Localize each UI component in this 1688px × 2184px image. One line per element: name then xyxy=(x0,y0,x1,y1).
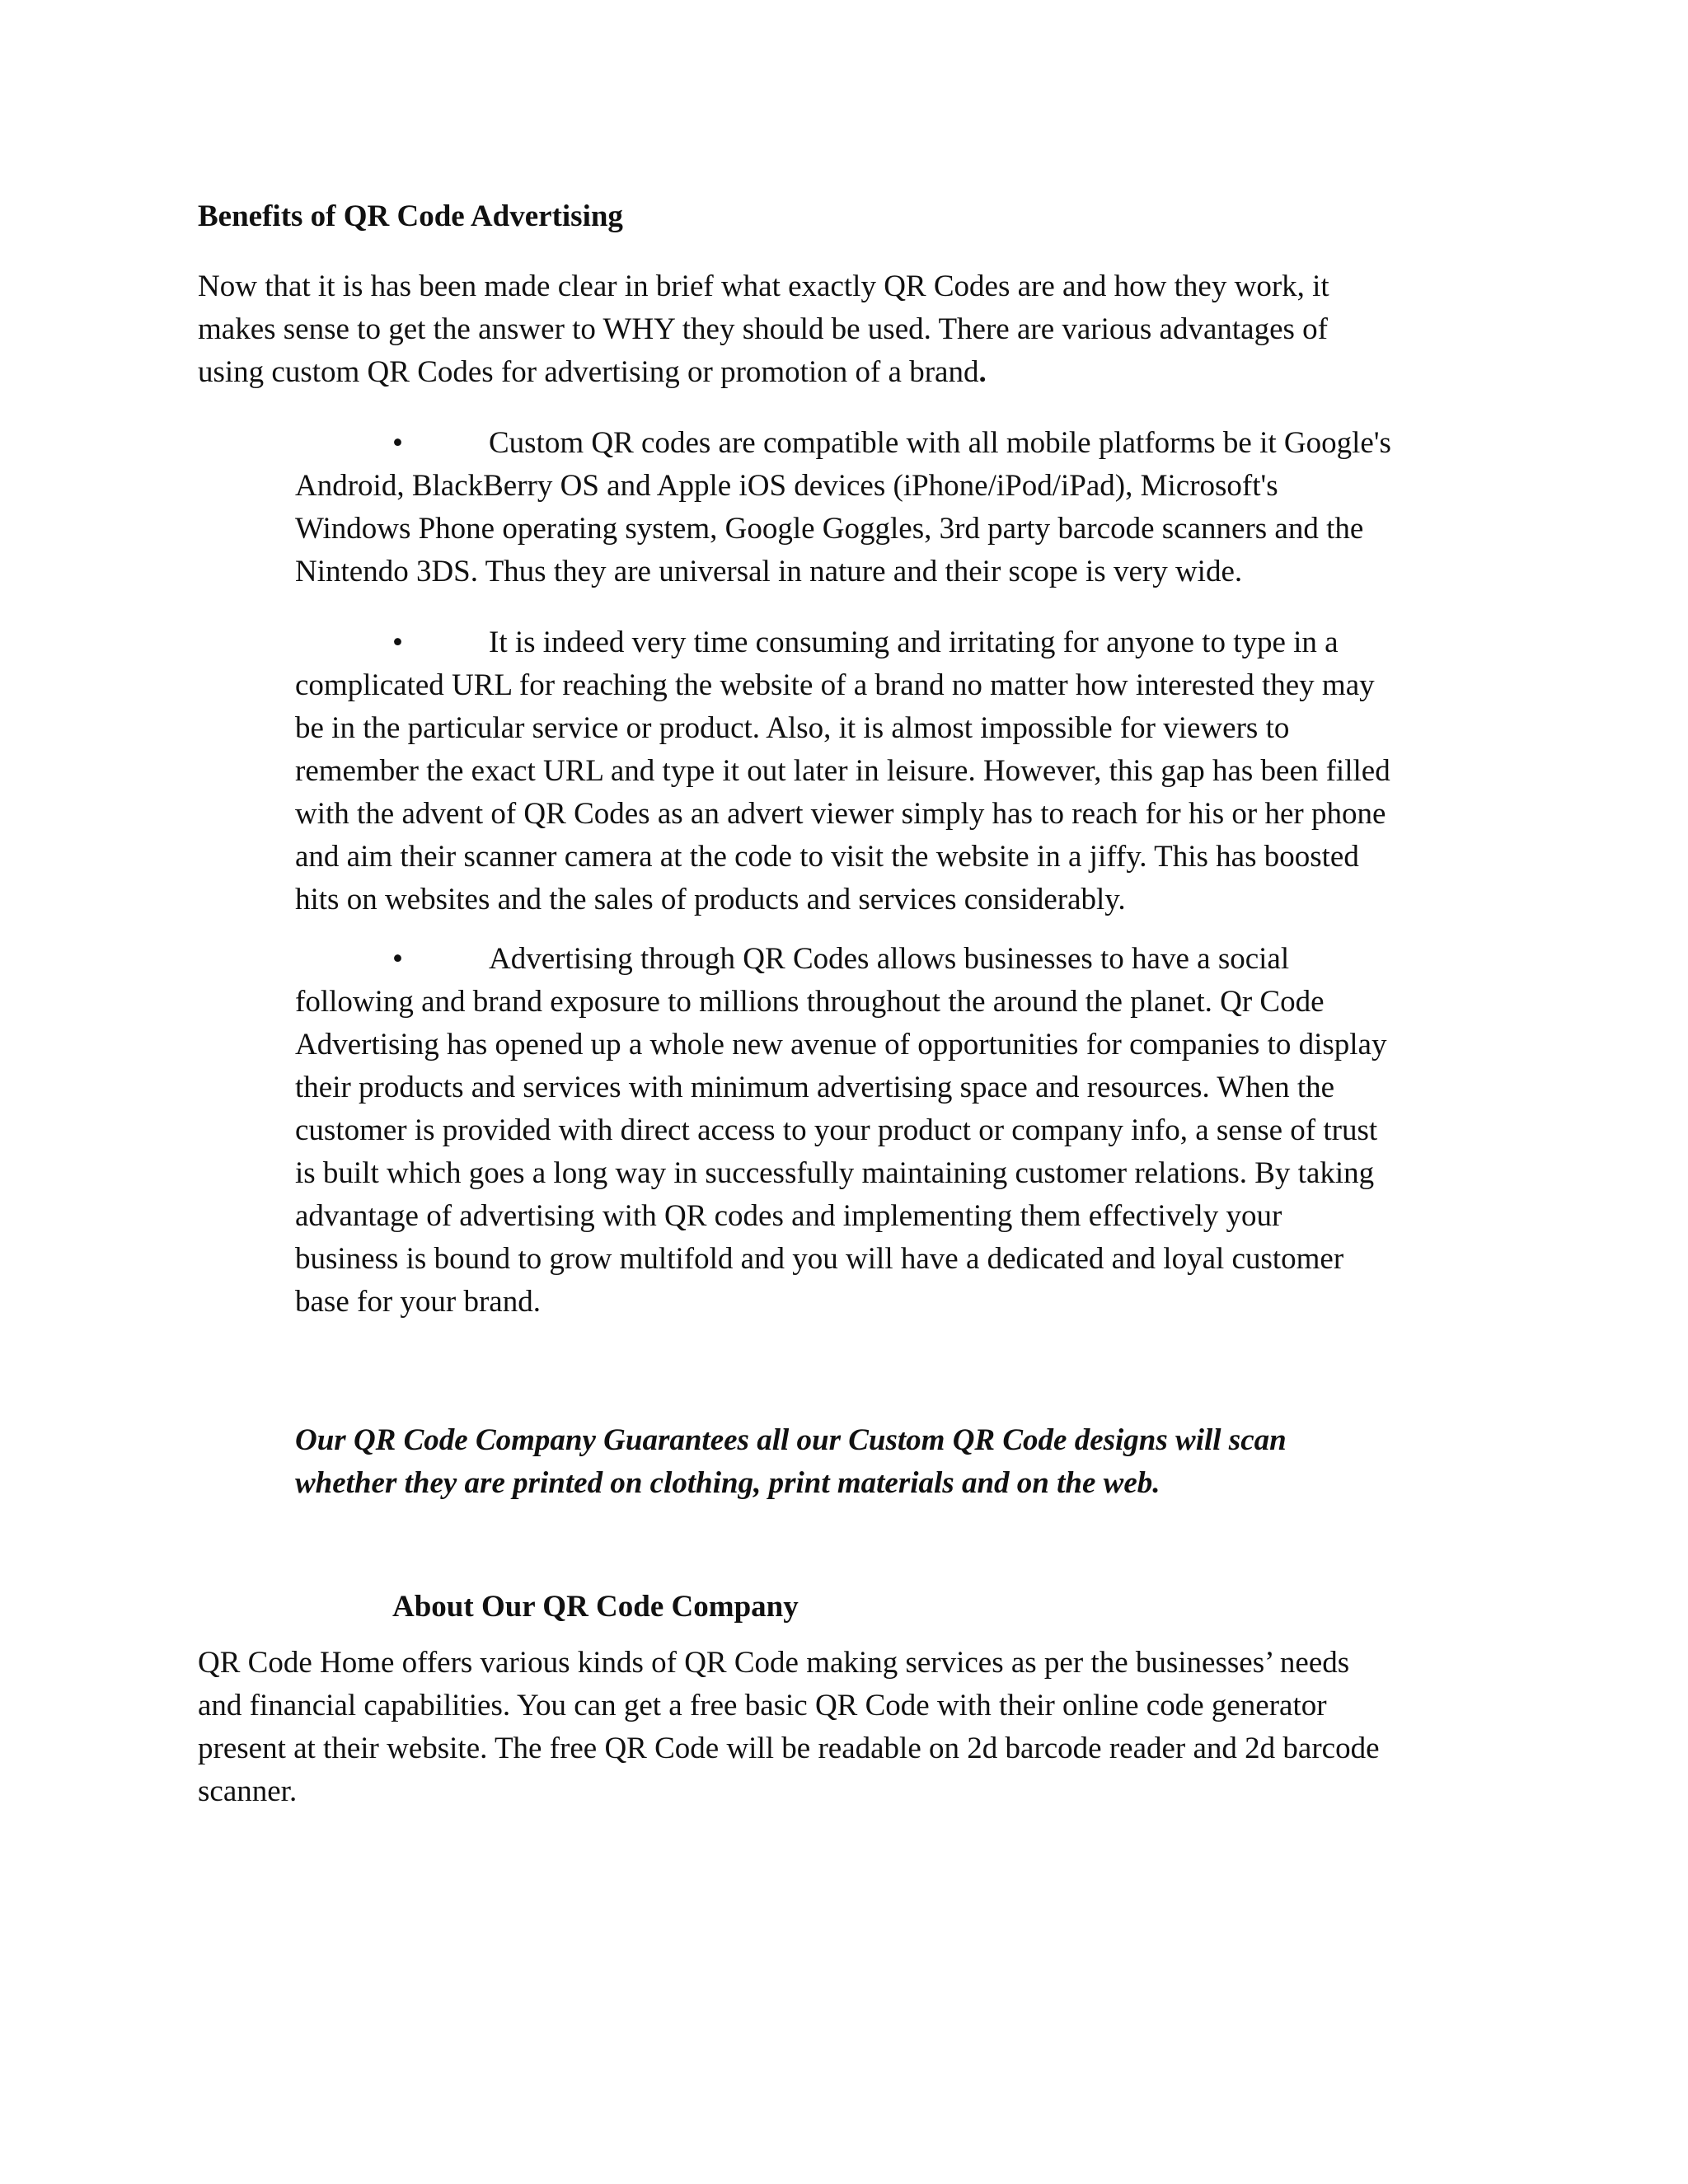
bullet-1-line-2: Android, BlackBerry OS and Apple iOS devices (iPhone/iPod/iPad), Microsoft's xyxy=(295,469,1278,503)
about-line-4: scanner. xyxy=(198,1774,298,1808)
document-title: Benefits of QR Code Advertising xyxy=(198,199,623,233)
bullet-3-line-9: base for your brand. xyxy=(295,1285,541,1319)
bullet-2-line-2: complicated URL for reaching the website of a brand no matter how interested they may xyxy=(295,668,1375,702)
bullet-1-line-3: Windows Phone operating system, Google Goggles, 3rd party barcode scanners and the xyxy=(295,512,1364,546)
intro-line-2: makes sense to get the answer to WHY they should be used. There are various advantages of xyxy=(198,312,1328,346)
bullet-3-line-6: is built which goes a long way in successfully maintaining customer relations. By taking xyxy=(295,1156,1375,1190)
bullet-3-line-7: advantage of advertising with QR codes and implementing them effectively your xyxy=(295,1199,1282,1233)
intro-line-1: Now that it is has been made clear in brief what exactly QR Codes are and how they work, it xyxy=(198,269,1329,303)
bullet-2-line-6: and aim their scanner camera at the code to visit the website in a jiffy. This has boosted xyxy=(295,840,1359,874)
bullet-1-line-4: Nintendo 3DS. Thus they are universal in nature and their scope is very wide. xyxy=(295,555,1243,588)
bullet-3-line-2: following and brand exposure to millions throughout the around the planet. Qr Code xyxy=(295,985,1325,1019)
about-line-3: present at their website. The free QR Code will be readable on 2d barcode reader and 2d barcode xyxy=(198,1732,1380,1765)
bullet-2-line-5: with the advent of QR Codes as an advert viewer simply has to reach for his or her phone xyxy=(295,797,1386,831)
about-heading: About Our QR Code Company xyxy=(392,1590,799,1624)
bullet-3-line-4: their products and services with minimum advertising space and resources. When the xyxy=(295,1071,1335,1104)
bullet-2-line-1: It is indeed very time consuming and irritating for anyone to type in a xyxy=(489,626,1339,659)
bullet-symbol: • xyxy=(392,942,403,976)
bullet-3-line-1: Advertising through QR Codes allows businesses to have a social xyxy=(489,942,1290,976)
bullet-2-line-4: remember the exact URL and type it out later in leisure. However, this gap has been filled xyxy=(295,754,1390,788)
bullet-2-line-3: be in the particular service or product. Also, it is almost impossible for viewers to xyxy=(295,711,1290,745)
about-line-1: QR Code Home offers various kinds of QR Code making services as per the businesses’ needs xyxy=(198,1646,1350,1680)
about-line-2: and financial capabilities. You can get a free basic QR Code with their online code generator xyxy=(198,1689,1327,1722)
bullet-2-line-7: hits on websites and the sales of products and services considerably. xyxy=(295,883,1126,916)
guarantee-line-1: Our QR Code Company Guarantees all our Custom QR Code designs will scan xyxy=(295,1423,1287,1457)
bullet-3-line-8: business is bound to grow multifold and you will have a dedicated and loyal customer xyxy=(295,1242,1344,1276)
bullet-3-line-5: customer is provided with direct access to your product or company info, a sense of trust xyxy=(295,1113,1378,1147)
bullet-3-line-3: Advertising has opened up a whole new avenue of opportunities for companies to display xyxy=(295,1028,1387,1062)
bullet-1-line-1: Custom QR codes are compatible with all mobile platforms be it Google's xyxy=(489,426,1391,460)
intro-line-3: using custom QR Codes for advertising or promotion of a brand. xyxy=(198,355,987,389)
bullet-symbol: • xyxy=(392,426,403,460)
guarantee-line-2: whether they are printed on clothing, print materials and on the web. xyxy=(295,1466,1160,1500)
bullet-symbol: • xyxy=(392,626,403,659)
